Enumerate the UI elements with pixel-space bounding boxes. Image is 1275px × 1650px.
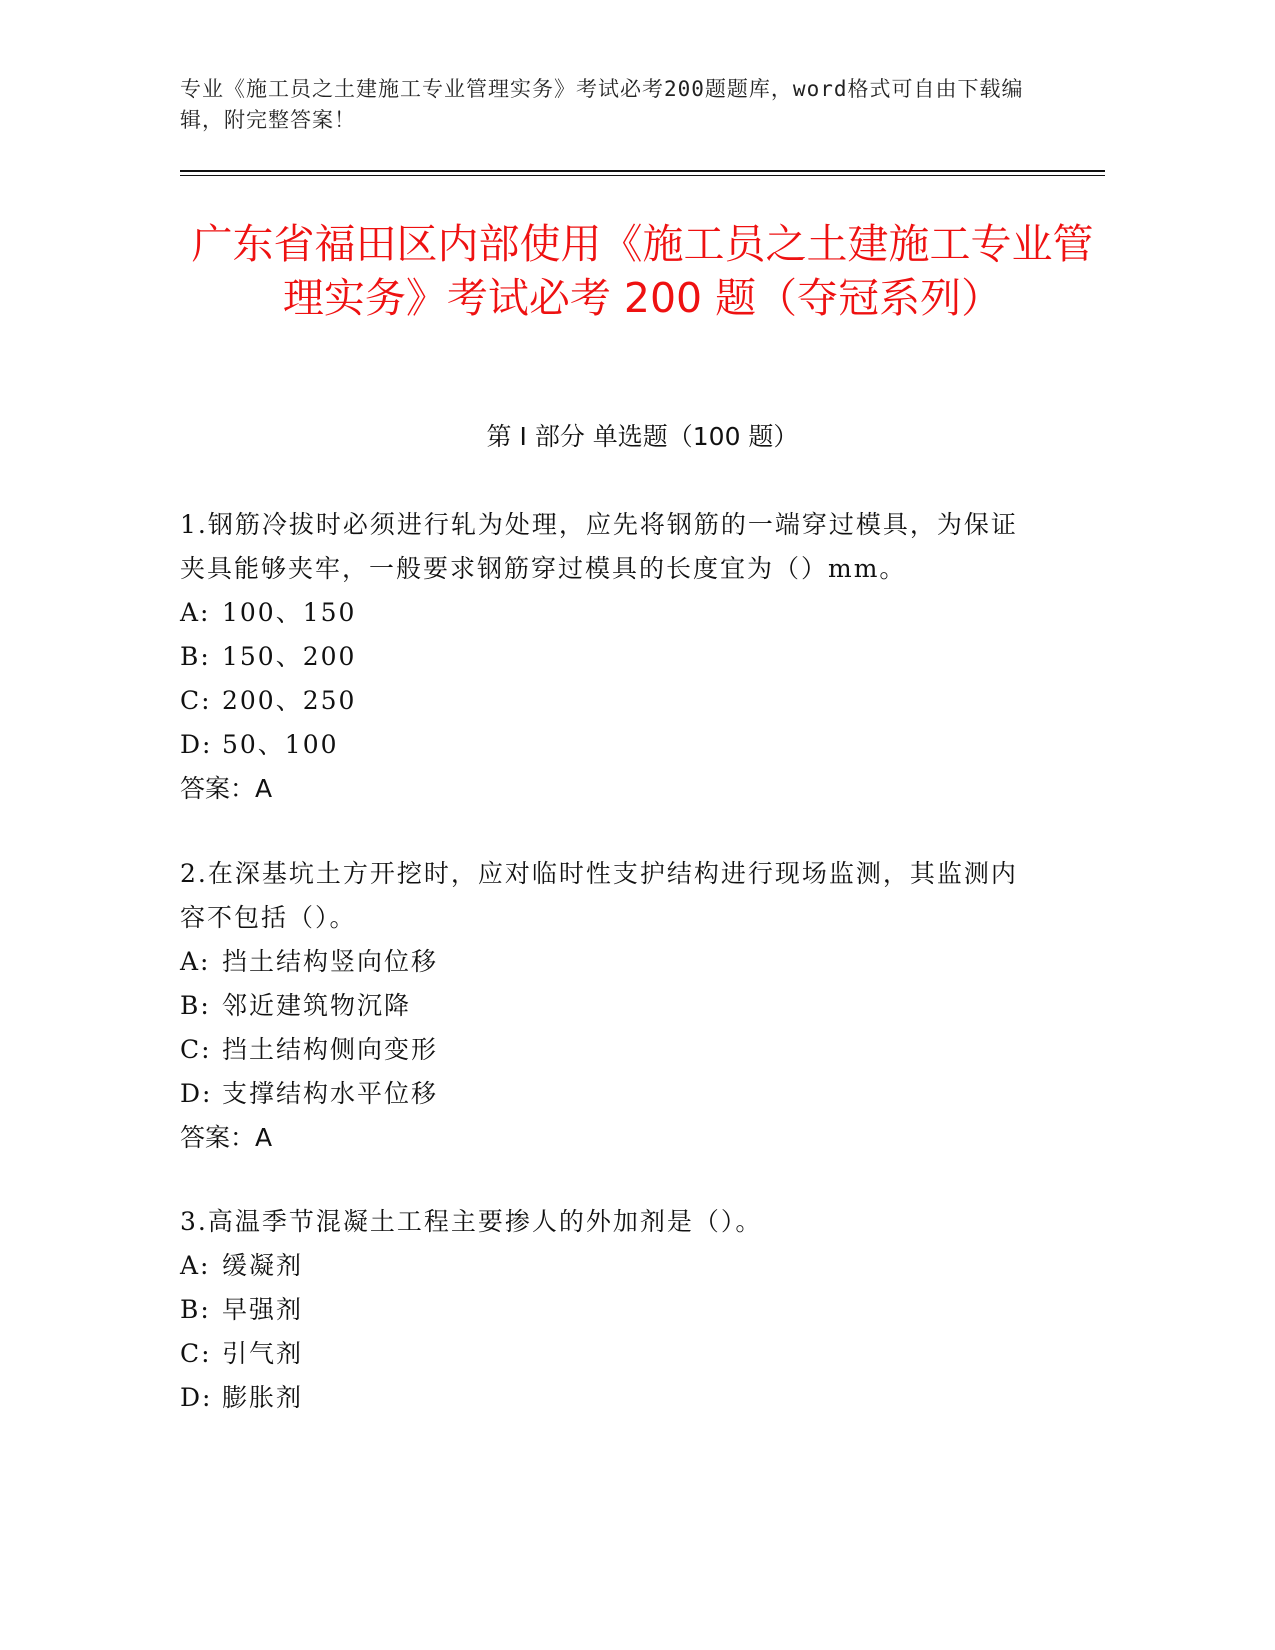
option-c — [180, 1332, 1040, 1376]
option-text: 150、200 — [222, 642, 357, 671]
option-text: 引气剂 — [222, 1339, 304, 1368]
option-text: 50、100 — [222, 730, 339, 759]
option-letter: A: — [180, 1251, 211, 1280]
option-letter: A: — [180, 598, 211, 627]
answer-line: 答案：A — [180, 1123, 273, 1152]
option-text: 挡土结构侧向变形 — [222, 1035, 439, 1064]
option-text: 挡土结构竖向位移 — [222, 947, 439, 976]
answer-line: 答案：A — [180, 774, 273, 803]
option-text: 膨胀剂 — [222, 1383, 304, 1412]
question-3 — [180, 1200, 1040, 1420]
header-note: 专业《施工员之土建施工专业管理实务》考试必考200题题库，word格式可自由下载编辑，附完整答案！ — [180, 77, 1024, 132]
option-a — [180, 1244, 1040, 1288]
option-letter: C: — [180, 1035, 212, 1064]
header-divider-thick — [180, 170, 1105, 172]
option-a — [180, 940, 1040, 984]
option-letter: D: — [180, 1383, 213, 1412]
option-b — [180, 635, 1040, 679]
option-text: 早强剂 — [222, 1295, 304, 1324]
option-letter: B: — [180, 991, 211, 1020]
question-stem: 3.高温季节混凝土工程主要掺人的外加剂是（）。 — [180, 1207, 763, 1236]
option-letter: D: — [180, 1079, 213, 1108]
option-text: 200、250 — [222, 686, 357, 715]
option-c — [180, 679, 1040, 723]
option-b — [180, 1288, 1040, 1332]
option-letter: A: — [180, 947, 211, 976]
option-letter: D: — [180, 730, 213, 759]
option-text: 邻近建筑物沉降 — [222, 991, 412, 1020]
option-d — [180, 723, 1040, 767]
option-letter: B: — [180, 642, 211, 671]
document-title: 广东省福田区内部使用《施工员之土建施工专业管理实务》考试必考 200 题（夺冠系列） — [191, 220, 1094, 322]
option-letter: C: — [180, 1339, 212, 1368]
header-divider-thin — [180, 175, 1105, 176]
option-d — [180, 1072, 1040, 1116]
option-a — [180, 591, 1040, 635]
question-stem: 2.在深基坑土方开挖时，应对临时性支护结构进行现场监测，其监测内容不包括（）。 — [180, 859, 1018, 932]
option-b — [180, 984, 1040, 1028]
option-c — [180, 1028, 1040, 1072]
question-2 — [180, 852, 1040, 1160]
option-text: 支撑结构水平位移 — [222, 1079, 439, 1108]
option-letter: B: — [180, 1295, 211, 1324]
option-letter: C: — [180, 686, 212, 715]
option-text: 缓凝剂 — [222, 1251, 304, 1280]
option-d — [180, 1376, 1040, 1420]
option-text: 100、150 — [222, 598, 357, 627]
section-title: 第 I 部分 单选题（100 题） — [486, 422, 799, 451]
question-stem: 1.钢筋冷拔时必须进行轧为处理，应先将钢筋的一端穿过模具，为保证夹具能够夹牢，一般要求钢筋穿过模具的长度宜为（）mm。 — [180, 510, 1018, 583]
question-1 — [180, 503, 1040, 811]
